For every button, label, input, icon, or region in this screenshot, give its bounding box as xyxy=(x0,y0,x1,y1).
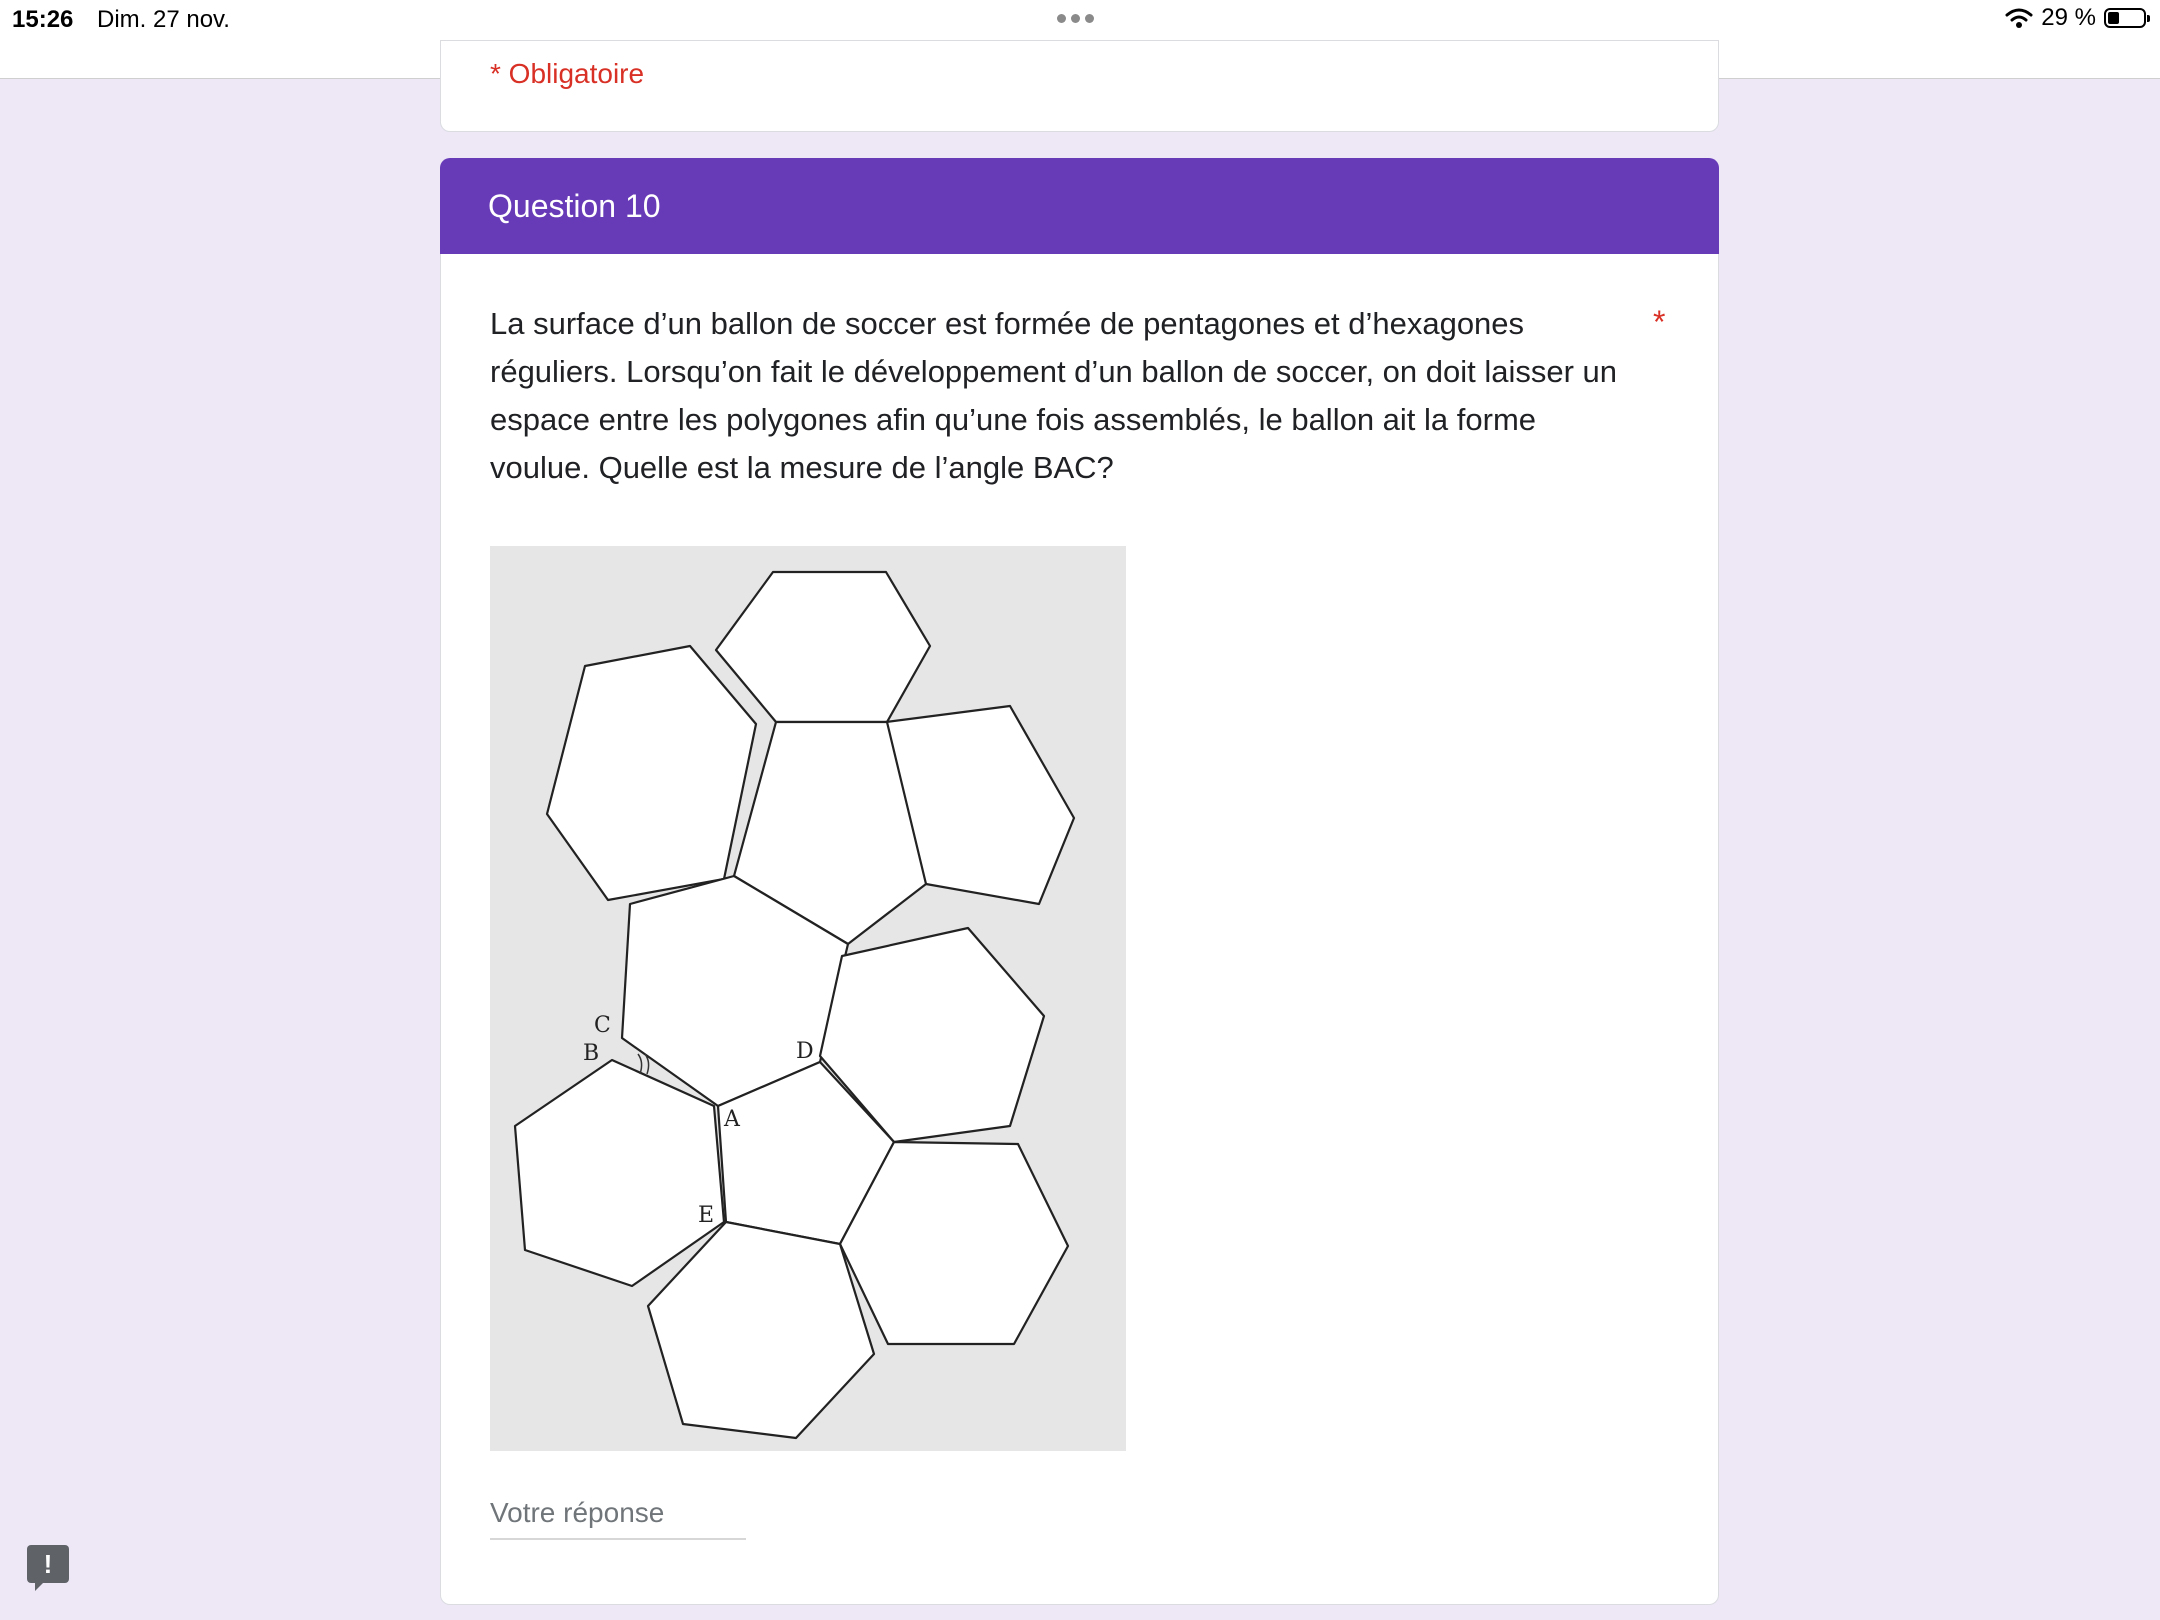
status-date: Dim. 27 nov. xyxy=(97,6,230,33)
label-d: D xyxy=(796,1039,814,1064)
required-note: * Obligatoire xyxy=(490,58,645,89)
label-e: E xyxy=(698,1203,715,1228)
label-a: A xyxy=(724,1107,740,1132)
report-icon[interactable]: ! xyxy=(27,1545,69,1583)
question-text: La surface d’un ballon de soccer est formée de pentagones et d’hexagones réguliers. Lorsqu’on fait le développement d’un ballon de soccer, on doit laisser un espace entre les polygones afin qu’une fois assemblés, le ballon ait la forme voulue. Quelle est la mesure de l’angle BAC? xyxy=(490,306,1618,485)
section-title: Question 10 xyxy=(488,188,661,224)
wifi-icon xyxy=(2005,7,2033,29)
label-b: B xyxy=(583,1041,600,1066)
label-c: C xyxy=(594,1013,611,1038)
status-time: 15:26 xyxy=(12,6,74,33)
answer-input[interactable] xyxy=(490,1488,746,1540)
battery-percent: 29 % xyxy=(2041,4,2096,31)
tab-overview-dots-icon[interactable] xyxy=(1057,14,1094,23)
section-header xyxy=(440,158,1719,254)
required-asterisk: * xyxy=(1653,304,1666,340)
soccer-ball-net-figure xyxy=(490,546,1126,1451)
status-indicators xyxy=(2005,4,2146,32)
battery-icon xyxy=(2104,8,2146,28)
